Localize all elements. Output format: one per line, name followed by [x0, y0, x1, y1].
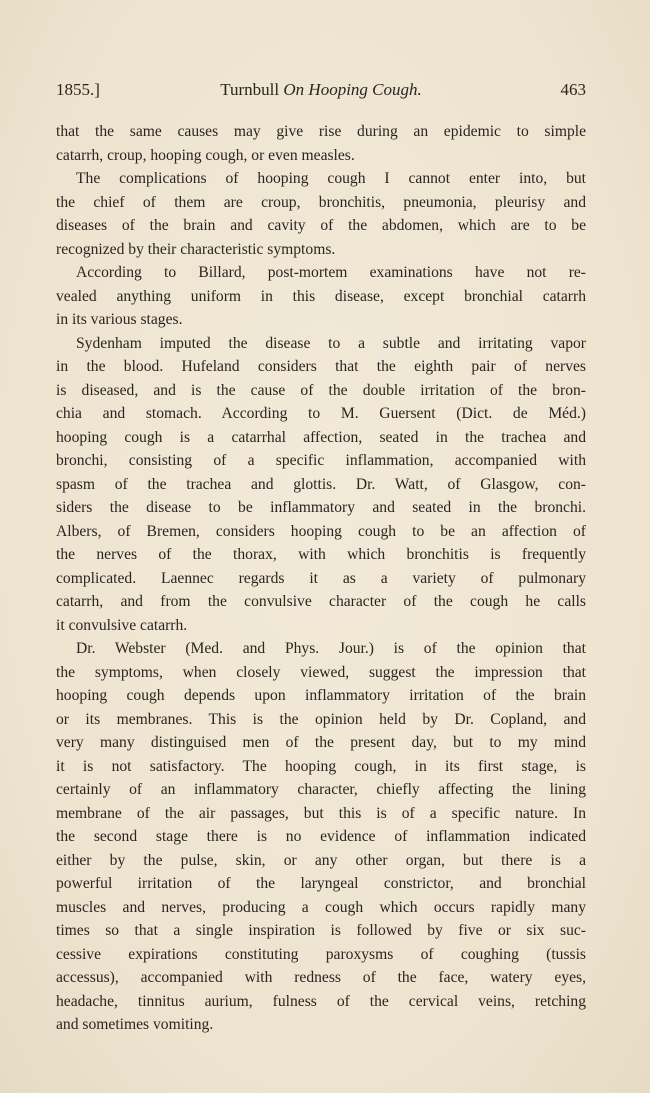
body-text: [56, 120, 586, 1037]
text-line: catarrh, and from the convulsive character of the cough he calls: [56, 593, 586, 610]
running-head: [56, 78, 586, 102]
text-line: the nerves of the thorax, with which bronchitis is frequently: [56, 546, 586, 563]
text-line: it is not satisfactory. The hooping cough, in its first stage, is: [56, 757, 586, 775]
text-line: catarrh, croup, hooping cough, or even measles.: [56, 146, 355, 164]
text-line: recognized by their characteristic symptoms.: [56, 240, 336, 258]
text-line: hooping cough depends upon inflammatory irritation of the brain: [56, 687, 586, 704]
header-title: [56, 78, 586, 102]
text-line: that the same causes may give rise during an epidemic to simple: [56, 123, 586, 140]
text-line: is diseased, and is the cause of the double irritation of the bron-: [56, 381, 586, 399]
text-line: complicated. Laennec regards it as a variety of pulmonary: [56, 569, 586, 587]
text-line: or its membranes. This is the opinion held by Dr. Copland, and: [56, 710, 586, 728]
header-author: Turnbull: [220, 80, 280, 99]
header-year: 1855.]: [56, 80, 100, 99]
text-line: According to Billard, post-mortem examinations have not re-: [76, 264, 586, 281]
text-line: hooping cough is a catarrhal affection, seated in the trachea and: [56, 428, 586, 446]
text-line: headache, tinnitus aurium, fulness of the cervical veins, retching: [56, 992, 586, 1010]
text-line: bronchi, consisting of a specific inflammation, accompanied with: [56, 452, 586, 469]
text-line: muscles and nerves, producing a cough which occurs rapidly many: [56, 898, 586, 916]
text-line: Dr. Webster (Med. and Phys. Jour.) is of the opinion that: [76, 640, 586, 657]
text-line: Albers, of Bremen, considers hooping cough to be an affection of: [56, 522, 586, 540]
text-line: powerful irritation of the laryngeal constrictor, and bronchial: [56, 875, 586, 892]
text-line: the chief of them are croup, bronchitis, pneumonia, pleurisy and: [56, 193, 586, 211]
text-line: chia and stomach. According to M. Guersent (Dict. de Méd.): [56, 405, 586, 422]
text-line: Sydenham imputed the disease to a subtle and irritating vapor: [76, 334, 586, 352]
text-line: siders the disease to be inflammatory and seated in the bronchi.: [56, 499, 586, 516]
text-line: certainly of an inflammatory character, chiefly affecting the lining: [56, 781, 586, 798]
text-line: times so that a single inspiration is followed by five or six suc-: [56, 922, 586, 939]
text-line: accessus), accompanied with redness of the face, watery eyes,: [56, 969, 586, 986]
page-number: 463: [560, 80, 586, 99]
text-line: very many distinguised men of the present day, but to my mind: [56, 734, 586, 751]
text-line: vealed anything uniform in this disease, except bronchial catarrh: [56, 287, 586, 305]
text-line: diseases of the brain and cavity of the abdomen, which are to be: [56, 217, 586, 234]
text-line: the symptoms, when closely viewed, suggest the impression that: [56, 663, 586, 681]
text-line: and sometimes vomiting.: [56, 1016, 214, 1033]
text-line: in its various stages.: [56, 311, 183, 328]
text-line: in the blood. Hufeland considers that the eighth pair of nerves: [56, 358, 586, 375]
text-line: spasm of the trachea and glottis. Dr. Watt, of Glasgow, con-: [56, 475, 586, 493]
text-line: The complications of hooping cough I cannot enter into, but: [76, 170, 586, 187]
header-italic-title: On Hooping Cough.: [283, 80, 422, 99]
text-line: cessive expirations constituting paroxysms of coughing (tussis: [56, 945, 586, 963]
text-line: either by the pulse, skin, or any other organ, but there is a: [56, 851, 586, 869]
text-line: it convulsive catarrh.: [56, 616, 188, 634]
text-line: the second stage there is no evidence of inflammation indicated: [56, 828, 586, 845]
text-line: membrane of the air passages, but this is of a specific nature. In: [56, 804, 586, 822]
